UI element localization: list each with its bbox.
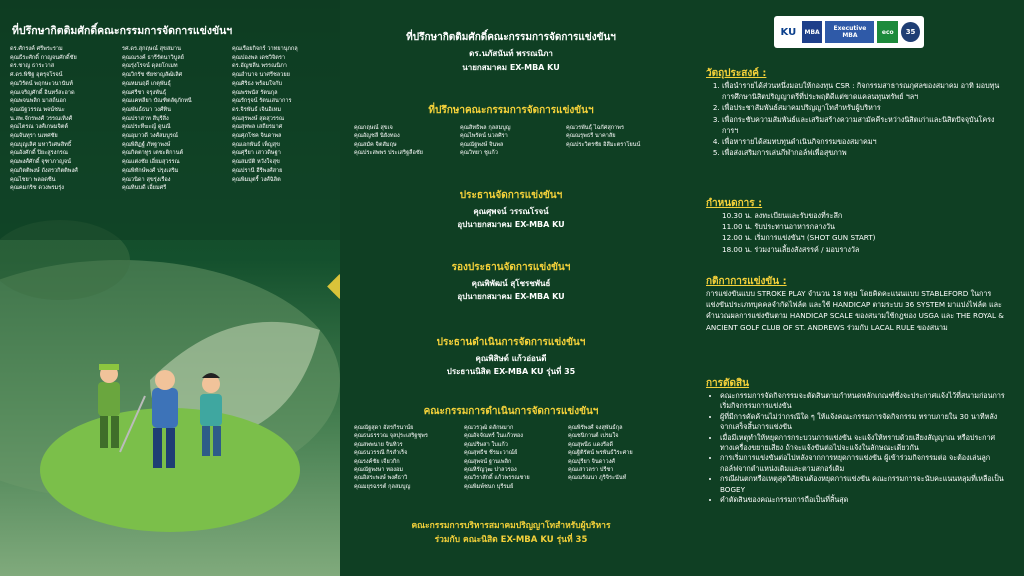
green-logo: eco	[877, 21, 898, 43]
list-item: คุณพิมพ์ชนก บุรีรมย์	[464, 483, 514, 490]
list-item: คุณจันทุรา นเทศชัย	[10, 133, 58, 140]
list-item: คุณกิตตาทูร เตชะติกานต์	[122, 150, 184, 157]
chair-title: ประธานจัดการแข่งขันฯ	[459, 190, 563, 201]
list-item: คุณกฤษณ์ สุขเจ	[354, 125, 393, 131]
list-item: 10.30 น. ลงทะเบียนและรับของที่ระลึก	[722, 211, 843, 220]
list-item: คุณสุทพล เสถียรมาศ	[232, 124, 283, 131]
left-col-1	[10, 45, 78, 193]
list-item: คุณปริษสา ใบแก้ว	[464, 441, 508, 448]
footer-line-1: คณะกรรมการบริหารสมาคมปริญญาโทสำหรับผู้บริหาร	[411, 521, 611, 531]
list-item: คุณปราสาท สีบุรีสิ่ง	[122, 115, 169, 122]
list-item: คุณกิตติพงษ์ ถังสรวกิตติพงศ์	[10, 167, 78, 174]
list-item: คุณพิรัพงศ์ จงสุพันธ์กุล	[568, 425, 623, 431]
list-item: คุณรักรุจน์ รัตนเสนาการ	[232, 98, 292, 105]
list-item: คุณเอกพันธ์ เพ็ญสุข	[232, 141, 280, 148]
list-item: คุณรุ่งโรจน์ ดุลยโกเมท	[122, 63, 178, 70]
list-item: คุณบุญเลิศ มหาวิเศษสิทธิ์	[10, 141, 72, 148]
list-item: คุณพิมมุตรี้ วงศ์ฉิลิต	[232, 176, 281, 183]
list-item: คุณสุทธีช ชีรมะวาณ์ย์	[464, 450, 518, 457]
list-item: คุณพรพนัส รัตนกุล	[232, 89, 278, 96]
left-title: ที่ปรึกษากิตติมศักดิ์คณะกรรมการจัดการแข่งขันฯ	[12, 25, 233, 37]
list-item: คุณณัฐสุดา อัสรกีรนาน์ย	[354, 425, 414, 431]
list-item: คุณพันธ์ธนา วงศ์ทิน	[122, 106, 171, 113]
list-item: คุณพงศ์ศักดิ์ จุฑาภาญจน์	[10, 159, 72, 166]
list-item: คุณสมัค จิตสัมฤษ	[354, 141, 397, 148]
exec-name: คุณพิสิษด์ แก้วอ่อนดี	[475, 354, 547, 363]
list-item: คุณหมนฤดี เกตุพันธุ์	[122, 80, 171, 87]
list-item: คุณศุรียา เสาวดิษฐา	[232, 150, 281, 157]
list-item: คุณธนวรรณี กิรสำเร็จ	[354, 450, 408, 457]
list-item: 5. เพื่อส่งเสริมการเล่นกีฬากอล์ฟเพื่อสุขภาพ	[722, 147, 1006, 158]
left-panel	[0, 0, 340, 576]
list-item: คุณวิรัตน์ พฤกษะวนานันท์	[10, 80, 73, 87]
list-item: คุณเสาวลรา ปรีชา	[568, 467, 614, 474]
list-item: คุณไตรณ วงศ์เกษมจิตต์	[10, 124, 68, 131]
list-item: 4. เพื่อหารายได้สมทบทุนดำเนินกิจกรรมของสมาคมฯ	[722, 136, 1006, 147]
list-item: คุณวิกรัช ชัยชาญสัฒิเลิศ	[122, 72, 183, 79]
list-item: คุณพจนพลิก มาสถ์นอก	[10, 98, 67, 105]
logo-strip	[774, 16, 924, 48]
list-item: คุณสุพนีธ แดงรีอดี	[568, 441, 614, 448]
middle-panel	[340, 0, 682, 576]
list-item: คุณศิริธง พร้อมใจกับ	[232, 80, 283, 87]
schedule-title: กำหนดการ :	[706, 198, 763, 209]
list-item: คุณสุรพงษ์ สุดสุวรรณ	[232, 115, 285, 122]
list-item: คุณอัญชลี นิยังทอง	[354, 133, 400, 140]
list-item: 12.00 น. เริ่มการแข่งขันฯ (SHOT GUN START)	[722, 233, 876, 243]
exec-role: ประธานนิสิต EX-MBA KU รุ่นที่ 35	[446, 367, 576, 376]
exec-title: ประธานดำเนินการจัดการแข่งขันฯ	[436, 337, 586, 348]
list-item: คุณณรัณนา ภูริจิระนันท์	[568, 475, 627, 482]
left-col-3	[232, 45, 298, 184]
list-item: คุณณรงค์ ธารีรัตนาวิบูลย์	[122, 54, 184, 61]
rules-title: กติกาการแข่งขัน :	[706, 276, 787, 287]
advisor-name: ดร.นภัสนันท์ พรรณนิภา	[469, 49, 553, 58]
list-item: คุณอังศักดิ์ ปิยะสูรงกรณ	[10, 150, 68, 157]
right-panel	[682, 0, 1024, 576]
objectives-list	[706, 80, 1006, 158]
ku-logo: KU	[778, 21, 799, 43]
list-item: คุณสุพจน์ ฐานเพลิก	[464, 458, 512, 465]
list-item: คุณรงค์ชัย เจียวกิก	[354, 458, 400, 465]
chair-name: คุณศุพจน์ วรรณโรจน์	[473, 207, 549, 216]
list-item: คุณสมบัติ หวังใจสุข	[232, 159, 280, 166]
list-item: ดร.ศักรงค์ ศรีพระราม	[10, 46, 63, 52]
list-item: คุณพิทักษ์พงศ์ ปรุงเสริม	[122, 167, 179, 174]
list-item: คุณหิรัญวุฒ ปาลวรอง	[464, 467, 517, 474]
list-item: คุณสิทธิพล กุลสมบูญ	[460, 125, 511, 131]
committee-advisor-title: ที่ปรึกษาคณะกรรมการจัดการแข่งขันฯ	[428, 105, 594, 116]
list-item: 1. เพื่อนำรายได้ส่วนหนึ่งมอบให้กองทุน CSR : กิจกรรมสาธารณกุศลของสมาคม อาทิ มอบทุนการศึกษานิสิตปริญญาตรีที่ประพฤติดีแต่ขาดแคลนทุนทรัพย์ ฯลฯ	[722, 80, 1006, 102]
advisor-role: นายกสมาคม EX-MBA KU	[462, 63, 560, 72]
list-item: คุณทินบดี เอี่ยมศรี	[122, 185, 167, 192]
executive-mba-logo: Executive MBA	[825, 21, 874, 43]
list-item: คุณวรวุฒิ ดลักษมาก	[464, 425, 514, 431]
list-item: คุณปองพล เดชวิจิตรา	[232, 54, 286, 61]
list-item: คุณปรานี ฮีรีพงศ์สาย	[232, 167, 283, 174]
list-item: คุณชนิกานต์ เปรมใจ	[568, 433, 619, 440]
list-item: • กรณีฝนตกหรือเหตุสุดวิสัยจนต้องหยุดการแข่งขัน คณะกรรมการจะนับคะแนนหลุมที่เหลือเป็น BOGEY	[720, 474, 1006, 495]
judging-title: การตัดสิน	[706, 378, 749, 389]
list-item: ดร.อัญชลีน พรรณนิภา	[232, 63, 287, 70]
person-right	[200, 394, 222, 426]
list-item: ศ.ดร.พิชิฐ อุตรุจโรจน์	[10, 72, 63, 79]
list-item: คุณมยุรฉรรต์ กุลสมบูญ	[354, 483, 411, 490]
list-item: คุณวนิดา สุขรุ่งเรือง	[122, 176, 171, 183]
list-item: คุณสพพนาย จินทิวร	[354, 441, 403, 448]
list-item: คุณฐิติรัตน์ พรพันธ์วิระศาย	[568, 450, 633, 457]
footer-line-2: ร่วมกับ คณะนิสิต EX-MBA KU รุ่นที่ 35	[434, 535, 588, 545]
list-item: • ผู้ที่มีการคัดค้านไม่ว่ากรณีใด ๆ ให้แจ้งคณะกรรมการจัดกิจกรรม ทราบภายใน 30 นาทีหลังจากเสร็จสิ้นการแข่งขัน	[720, 412, 1006, 433]
golfer	[152, 388, 178, 428]
list-item: • การเริ่มการแข่งขันต่อไปหลังจากการหยุดการแข่งขัน ผู้เข้าร่วมกิจกรรมต่อ จะต้องเล่นลูกกอล์ฟจากตำแหน่งเดิมและตามสกอร์เดิม	[720, 453, 1006, 474]
list-item: คุณแต่งชัย เอี่ยมสุวรรณ	[122, 159, 180, 166]
list-item: คุณไชยา พลอดชีน	[10, 176, 56, 183]
list-item: • คณะกรรมการจัดกิจกรรมจะตัดสินตามกำหนดหลักเกณฑ์ซึ่งจะประกาศแจ้งไว้ที่สนามก่อนการเริ่มกิจกรรมการแข่งขัน	[720, 391, 1006, 412]
list-item: คุณณัฐพงษ์ จินพล	[460, 141, 504, 148]
judging-list	[706, 391, 1006, 505]
list-item: คุณอุมาวดี วงศ์สมบูรณ์	[122, 133, 178, 140]
list-item: รศ.ดร.สุกฤษณ์ สุขสมาน	[122, 46, 181, 52]
mba-logo: MBA	[802, 21, 823, 43]
list-item: คุณเจริญศักดิ์ อินทร์สะอาด	[10, 89, 75, 96]
vice-title: รองประธานจัดการแข่งขันฯ	[451, 262, 571, 273]
list-item: คุณวิทยา ชูแก้ว	[460, 150, 498, 157]
list-item: คุณไพรัตน์ นวลศิรา	[460, 133, 508, 140]
committee-list	[354, 424, 674, 491]
list-item: คุณปุรียา จินดาวงศ์	[568, 458, 615, 465]
list-item: คุณอัจจัณทร์ ในแก้วทอง	[464, 433, 523, 440]
list-item: คุณณัฐวรรณ พจน์ชนะ	[10, 106, 65, 113]
left-col-2	[122, 45, 192, 193]
vice-role: อุปนายกสมาคม EX-MBA KU	[457, 292, 565, 301]
list-item: คุณเรือยกิจกร์ วาทยานุกกลุ	[232, 46, 298, 52]
list-item: คุณศรีชา จรุงพันธุ์	[122, 89, 167, 96]
list-item: คุณแคทลียา บัณฑิตลัฐุภักทนี	[122, 98, 192, 105]
schedule-list	[722, 210, 1022, 255]
list-item: คุณอิสระพงษ์ พงศ์ธาวิ	[354, 475, 408, 482]
advisor-title: ที่ปรึกษากิตติมศักดิ์คณะกรรมการจัดการแข่งขันฯ	[406, 32, 616, 43]
objectives-title: วัตถุประสงค์ :	[706, 68, 767, 79]
list-item: 3. เพื่อกระชับความสัมพันธ์และเสริมสร้างความสามัคคีระหว่างนิสิตเก่าและนิสิตปัจจุบันโครงการฯ	[722, 114, 1006, 136]
list-item: คุณณัฐพงษา ทองอม	[354, 467, 404, 474]
gen35-logo: 35	[901, 22, 920, 42]
committee-advisors	[354, 124, 674, 158]
list-item: คุณธีระศักดิ์ กาญจนศักดิ์ชัย	[10, 54, 77, 61]
list-item: 2. เพื่อประชาสัมพันธ์สมาคมปริญญาโทสำหรับผู้บริหาร	[722, 102, 1006, 113]
list-item: ดร.ชาญ ธาระวาส	[10, 63, 55, 70]
list-item: 18.00 น. ร่วมงานเลี้ยงสังสรรค์ / มอบรางวัล	[722, 244, 860, 254]
vice-name: คุณพิพัฒน์ สุโชรชพันธ์	[471, 279, 551, 288]
list-item: น.สพ.จักรพงศ์ วรรณเทิงศ์	[10, 115, 73, 122]
list-item: • คำตัดสินของคณะกรรมการถือเป็นที่สิ้นสุด	[720, 495, 1006, 505]
committee-title: คณะกรรมการดำเนินการจัดการแข่งขันฯ	[423, 406, 599, 417]
list-item: คุณประสพพร ประเสริฐลือชัย	[354, 150, 423, 157]
list-item: คุณธนธรรวณ จุลปุระเสริฐชุพร	[354, 433, 428, 440]
list-item: คุณประวิตรชัย อิสีมะตราโยนน์	[566, 141, 641, 148]
list-item: คุณคมกริช ดวงพรมรุ่ง	[10, 185, 64, 192]
person-left	[98, 382, 120, 416]
list-item: 11.00 น. รับประทานอาหารกลางวัน	[722, 222, 835, 232]
list-item: คุณวรพันธุ์ ไฉกัศสุกาพร	[566, 125, 624, 131]
list-item: • เมื่อมีเหตุทำให้หยุดการกระบวนการแข่งขัน จะแจ้งให้ทราบด้วยเสียงสัญญาณ หรือประกาศทางเครื่องขยายเสียง ถ้าจะแจ้งขันต่อไปจะแจ้งในลักษณะเดียวกัน	[720, 433, 1006, 454]
list-item: ดร.จิรพันธ์ เจินอิเหม	[232, 106, 282, 113]
chair-role: อุปนายกสมาคม EX-MBA KU	[457, 220, 565, 229]
rules-text: การแข่งขันแบบ STROKE PLAY จำนวน 18 หลุม โดยคิดคะแนนแบบ STABLEFORD ในการแข่งขันประเภทบุคคลจำกัดไฟล์ต และใช้ HANDICAP ตามระบบ 36 SYSTEM มาแบ่งไฟล์ต และคำนวณผลการแข่งขันตาม HANDICAP SCALE ของสนามใช้กฎของ USGA และ THE ROYAL & ANCIENT GOLF CLUB OF ST. ANDREWS ร่วมกับ LACAL RULE ของสนาม	[706, 289, 1004, 332]
list-item: คุณประทีฆะญ์ ดูนณี	[122, 124, 171, 131]
list-item: คุณณรุพธรี นาคาสัย	[566, 133, 616, 140]
list-item: คุณพิสิฏฐ์ ภัทฐาพงษ์	[122, 141, 171, 148]
list-item: คุณวิราสักดิ์ แก้วพรรณชาย	[464, 475, 530, 482]
list-item: คุณศุภโชค จินดาพล	[232, 133, 282, 140]
list-item: คุณอำนาจ นาศรีชลวยย	[232, 72, 290, 79]
